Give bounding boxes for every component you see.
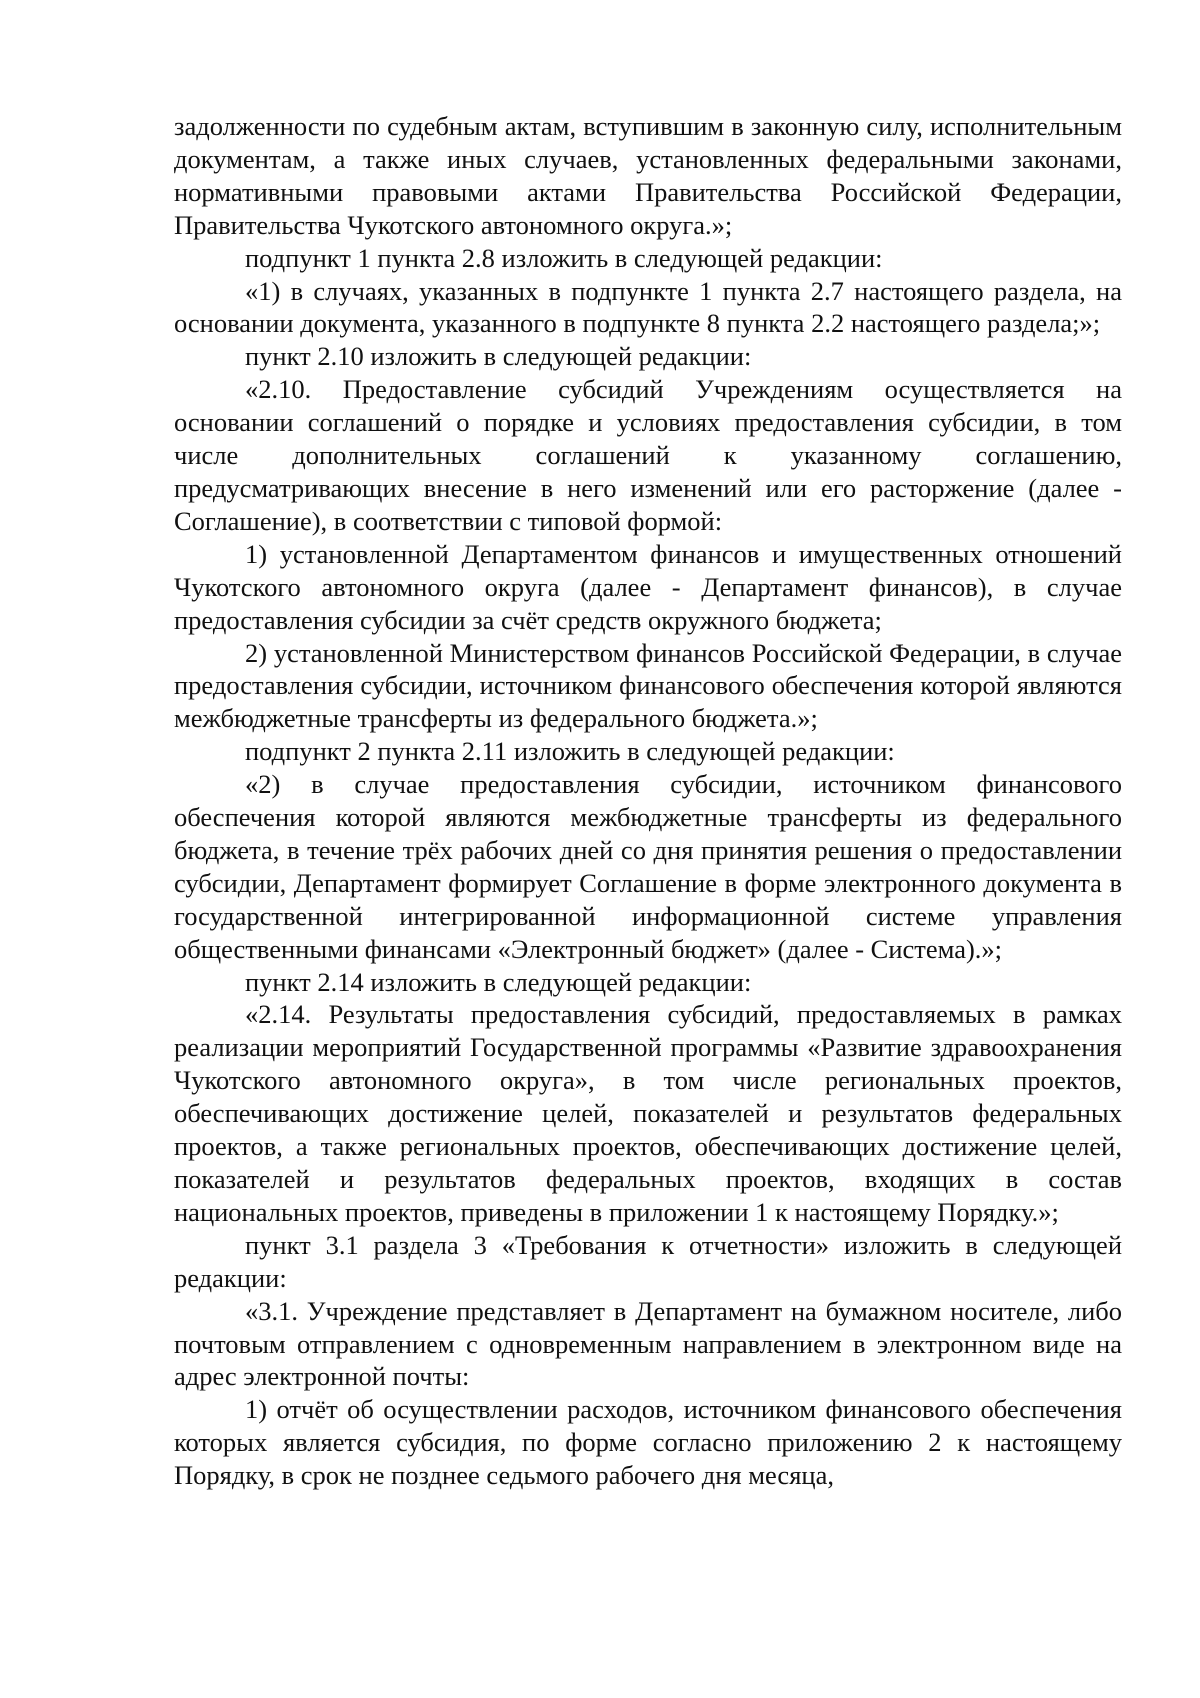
- paragraph-13: «3.1. Учреждение представляет в Департамент на бумажном носителе, либо почтовым отправлением с одновременным направлением в электронном виде на адрес электронной почты:: [174, 1295, 1122, 1392]
- paragraph-14: 1) отчёт об осуществлении расходов, источником финансового обеспечения которых является субсидия, по форме согласно приложению 2 к настоящему Порядку, в срок не позднее седьмого рабочего дня месяца,: [174, 1394, 1122, 1491]
- paragraph-2: подпункт 1 пункта 2.8 изложить в следующей редакции:: [245, 242, 883, 273]
- paragraph-9: «2) в случае предоставления субсидии, источником финансового обеспечения которой являются межбюджетные трансферты из федерального бюджета, в течение трёх рабочих дней со дня принятия решения о предоставлении субсидии, Департамент формирует Соглашение в форме электронного документа в государственной интегрированной информационной системе управления общественными финансами «Электронный бюджет» (далее - Система).»;: [174, 769, 1122, 964]
- paragraph-3: «1) в случаях, указанных в подпункте 1 пункта 2.7 настоящего раздела, на основании документа, указанного в подпункте 8 пункта 2.2 настоящего раздела;»;: [174, 275, 1122, 339]
- paragraph-11: «2.14. Результаты предоставления субсидий, предоставляемых в рамках реализации мероприятий Государственной программы «Развитие здравоохранения Чукотского автономного округа», в том числе региональных проектов, обеспечивающих достижение целей, показателей и результатов федеральных проектов, а также региональных проектов, обеспечивающих достижение целей, показателей и результатов федеральных проектов, входящих в состав национальных проектов, приведены в приложении 1 к настоящему Порядку.»;: [174, 999, 1122, 1227]
- paragraph-6: 1) установленной Департаментом финансов и имущественных отношений Чукотского автономного округа (далее - Департамент финансов), в случае предоставления субсидии за счёт средств окружного бюджета;: [174, 538, 1122, 635]
- paragraph-12: пункт 3.1 раздела 3 «Требования к отчетности» изложить в следующей редакции:: [174, 1229, 1122, 1293]
- paragraph-4: пункт 2.10 изложить в следующей редакции:: [245, 341, 752, 372]
- paragraph-7: 2) установленной Министерством финансов Российской Федерации, в случае предоставления субсидии, источником финансового обеспечения которой являются межбюджетные трансферты из федерального бюджета.»;: [174, 637, 1122, 734]
- paragraph-8: подпункт 2 пункта 2.11 изложить в следующей редакции:: [245, 736, 895, 767]
- document-page: [174, 110, 1122, 1492]
- paragraph-5: «2.10. Предоставление субсидий Учреждениям осуществляется на основании соглашений о порядке и условиях предоставления субсидии, в том числе дополнительных соглашений к указанному соглашению, предусматривающих внесение в него изменений или его расторжение (далее - Соглашение), в соответствии с типовой формой:: [174, 374, 1122, 536]
- paragraph-10: пункт 2.14 изложить в следующей редакции:: [245, 966, 752, 997]
- paragraph-1: задолженности по судебным актам, вступившим в законную силу, исполнительным документам, а также иных случаев, установленных федеральными законами, нормативными правовыми актами Правительства Российской Федерации, Правительства Чукотского автономного округа.»;: [174, 111, 1122, 240]
